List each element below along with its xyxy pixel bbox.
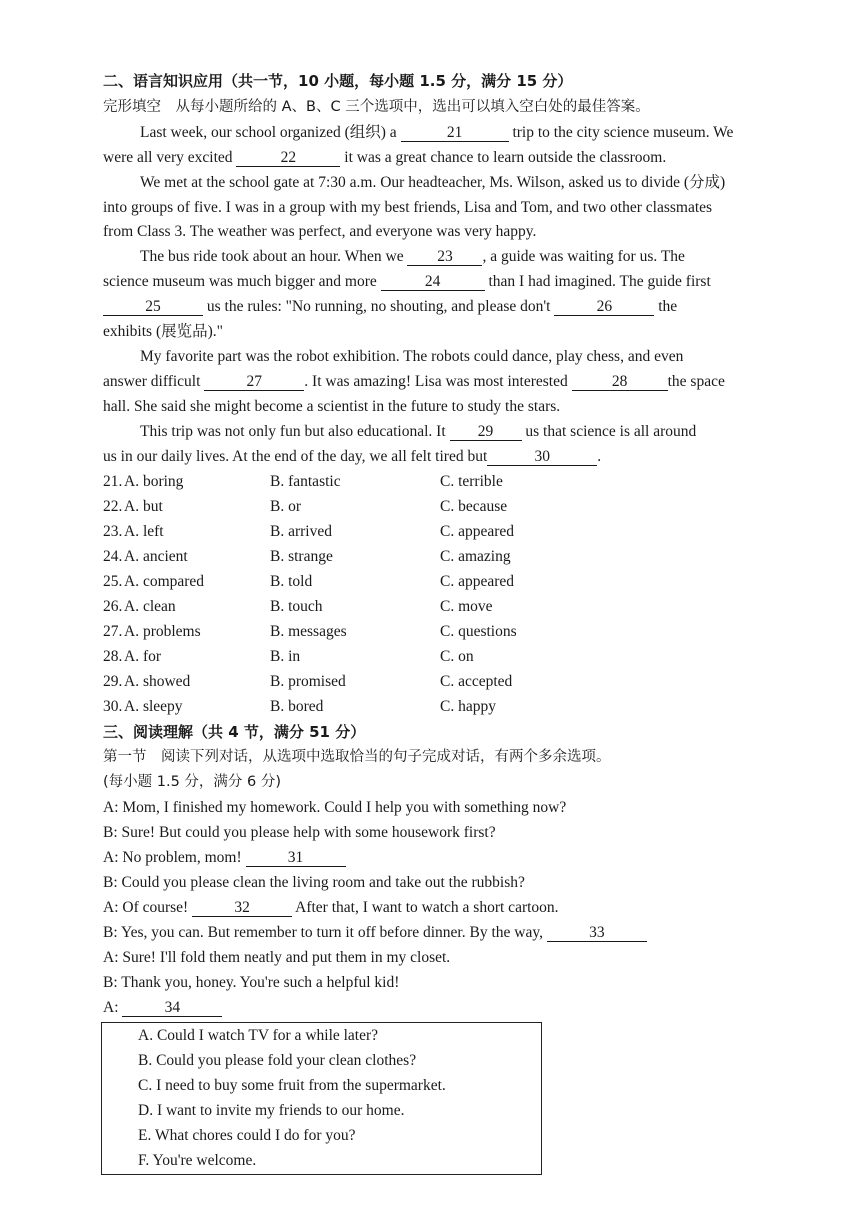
- passage-line: My favorite part was the robot exhibition. The robots could dance, play chess, and even: [140, 348, 684, 365]
- passage-line: from Class 3. The weather was perfect, and everyone was very happy.: [103, 223, 537, 240]
- option-c[interactable]: C. on: [440, 648, 474, 665]
- option-a[interactable]: A. sleepy: [124, 698, 183, 715]
- option-c[interactable]: C. because: [440, 498, 508, 515]
- passage-line: science museum was much bigger and more 24 than I had imagined. The guide first: [103, 273, 711, 290]
- blank-22[interactable]: 22: [236, 150, 340, 167]
- option-b[interactable]: B. in: [270, 648, 301, 665]
- option-b[interactable]: B. arrived: [270, 523, 332, 540]
- passage-line: into groups of five. I was in a group with my best friends, Lisa and Tom, and two other classmates: [103, 199, 713, 216]
- blank-21[interactable]: 21: [401, 125, 509, 142]
- choice-b[interactable]: B. Could you please fold your clean clothes?: [138, 1052, 417, 1069]
- passage-line: answer difficult 27 . It was amazing! Lisa was most interested 28 the space: [103, 373, 725, 390]
- option-a[interactable]: A. for: [124, 648, 162, 665]
- blank-32[interactable]: 32: [192, 900, 292, 917]
- blank-33[interactable]: 33: [547, 925, 647, 942]
- option-b[interactable]: B. messages: [270, 623, 347, 640]
- passage-line: Last week, our school organized (组织) a 21 trip to the city science museum. We: [140, 124, 734, 141]
- dialogue-line: A: Of course! 32 After that, I want to watch a short cartoon.: [103, 899, 559, 916]
- option-number: 23.: [103, 523, 123, 540]
- option-c[interactable]: C. amazing: [440, 548, 511, 565]
- option-b[interactable]: B. fantastic: [270, 473, 341, 490]
- option-b[interactable]: B. or: [270, 498, 301, 515]
- option-number: 21.: [103, 473, 123, 490]
- option-a[interactable]: A. ancient: [124, 548, 188, 565]
- blank-26[interactable]: 26: [554, 299, 654, 316]
- blank-23[interactable]: 23: [407, 249, 482, 266]
- option-a[interactable]: A. clean: [124, 598, 176, 615]
- cloze-instruction: 完形填空 从每小题所给的 A、B、C 三个选项中，选出可以填入空白处的最佳答案。: [103, 99, 650, 115]
- option-b[interactable]: B. promised: [270, 673, 346, 690]
- choice-d[interactable]: D. I want to invite my friends to our home.: [138, 1102, 405, 1119]
- section-2-heading: 二、语言知识应用（共一节，10 小题，每小题 1.5 分，满分 15 分）: [103, 72, 573, 90]
- blank-25[interactable]: 25: [103, 299, 203, 316]
- option-a[interactable]: A. but: [124, 498, 163, 515]
- option-number: 24.: [103, 548, 123, 565]
- option-c[interactable]: C. accepted: [440, 673, 513, 690]
- passage-line: hall. She said she might become a scientist in the future to study the stars.: [103, 398, 561, 415]
- blank-29[interactable]: 29: [450, 424, 522, 441]
- option-c[interactable]: C. questions: [440, 623, 517, 640]
- dialogue-line: B: Thank you, honey. You're such a helpful kid!: [103, 974, 400, 991]
- option-a[interactable]: A. compared: [124, 573, 205, 590]
- option-b[interactable]: B. told: [270, 573, 313, 590]
- option-a[interactable]: A. showed: [124, 673, 191, 690]
- option-number: 30.: [103, 698, 123, 715]
- blank-28[interactable]: 28: [572, 374, 668, 391]
- option-a[interactable]: A. left: [124, 523, 164, 540]
- section-3-heading: 三、阅读理解（共 4 节，满分 51 分）: [103, 723, 366, 741]
- blank-24[interactable]: 24: [381, 274, 485, 291]
- option-c[interactable]: C. terrible: [440, 473, 503, 490]
- passage-line: us in our daily lives. At the end of the day, we all felt tired but 30 .: [103, 448, 602, 465]
- dialogue-line: B: Sure! But could you please help with some housework first?: [103, 824, 496, 841]
- passage-line: 25 us the rules: "No running, no shouting, and please don't 26 the: [103, 297, 763, 317]
- choices-box: [101, 1022, 542, 1175]
- passage-line: This trip was not only fun but also educational. It 29 us that science is all around: [140, 423, 697, 440]
- choice-e[interactable]: E. What chores could I do for you?: [138, 1127, 356, 1144]
- dialogue-line: B: Could you please clean the living room and take out the rubbish?: [103, 874, 525, 891]
- option-c[interactable]: C. appeared: [440, 573, 515, 590]
- option-b[interactable]: B. strange: [270, 548, 333, 565]
- dialogue-line: A: 34: [103, 998, 763, 1018]
- option-number: 27.: [103, 623, 123, 640]
- option-number: 26.: [103, 598, 123, 615]
- dialogue-line: B: Yes, you can. But remember to turn it off before dinner. By the way, 33: [103, 923, 763, 943]
- option-number: 28.: [103, 648, 123, 665]
- passage-line: The bus ride took about an hour. When we 23 , a guide was waiting for us. The: [140, 248, 685, 265]
- option-number: 25.: [103, 573, 123, 590]
- option-a[interactable]: A. boring: [124, 473, 184, 490]
- choice-c[interactable]: C. I need to buy some fruit from the supermarket.: [138, 1077, 446, 1094]
- dialogue-line: A: Sure! I'll fold them neatly and put them in my closet.: [103, 949, 451, 966]
- blank-30[interactable]: 30: [487, 449, 597, 466]
- option-number: 29.: [103, 673, 123, 690]
- blank-31[interactable]: 31: [246, 850, 346, 867]
- part-1-instruction: 第一节 阅读下列对话，从选项中选取恰当的句子完成对话，有两个多余选项。: [103, 749, 611, 765]
- passage-line: We met at the school gate at 7:30 a.m. Our headteacher, Ms. Wilson, asked us to divide (分成): [140, 174, 726, 191]
- option-c[interactable]: C. happy: [440, 698, 496, 715]
- choice-a[interactable]: A. Could I watch TV for a while later?: [138, 1027, 379, 1044]
- option-a[interactable]: A. problems: [124, 623, 201, 640]
- choice-f[interactable]: F. You're welcome.: [138, 1152, 257, 1169]
- option-b[interactable]: B. touch: [270, 598, 323, 615]
- passage-line: exhibits (展览品).": [103, 323, 223, 340]
- option-b[interactable]: B. bored: [270, 698, 324, 715]
- part-1-score: (每小题 1.5 分，满分 6 分): [103, 774, 282, 790]
- option-number: 22.: [103, 498, 123, 515]
- option-c[interactable]: C. appeared: [440, 523, 515, 540]
- option-c[interactable]: C. move: [440, 598, 493, 615]
- blank-34[interactable]: 34: [122, 1000, 222, 1017]
- dialogue-line: A: No problem, mom! 31: [103, 848, 763, 868]
- blank-27[interactable]: 27: [204, 374, 304, 391]
- dialogue-line: A: Mom, I finished my homework. Could I help you with something now?: [103, 799, 567, 816]
- passage-line: were all very excited 22 it was a great chance to learn outside the classroom.: [103, 149, 667, 166]
